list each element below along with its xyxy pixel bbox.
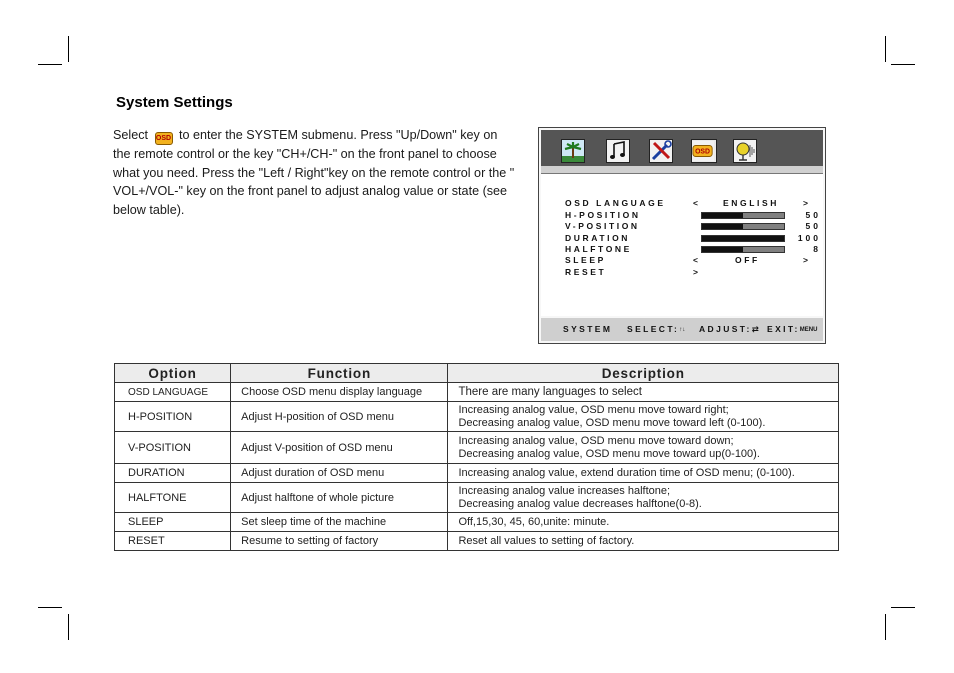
option-cell: H-POSITION: [115, 402, 231, 432]
intro-text-after: to enter the SYSTEM submenu. Press "Up/Down" key on the remote control or the key "CH+/CH-" on the front panel to choose what you need. Press the "Left / Right"key on the remote control or the " VOL+/VOL-" key on the front panel to adjust analog value or state (see below table).: [113, 128, 515, 217]
osd-row-halftone[interactable]: [565, 244, 821, 255]
intro-paragraph: [113, 126, 518, 219]
option-cell: OSD LANGUAGE: [115, 383, 231, 402]
osd-separator-bar: [541, 166, 823, 174]
table-row: [115, 464, 839, 483]
right-arrow-icon: >: [803, 255, 811, 265]
description-line: Decreasing analog value decreases halftone(0-8).: [458, 497, 702, 510]
crop-mark: [891, 607, 915, 608]
crop-mark: [38, 607, 62, 608]
description-cell: [448, 402, 839, 432]
crop-mark: [68, 36, 69, 62]
description-line: Reset all values to setting of factory.: [458, 534, 635, 547]
tools-icon: [649, 139, 673, 163]
footer-select-hint: [627, 324, 685, 334]
description-cell: [448, 532, 839, 551]
function-cell: Resume to setting of factory: [231, 532, 448, 551]
footer-adjust-hint: [699, 324, 759, 335]
osd-icon: OSD: [155, 132, 173, 145]
footer-exit-hint: [767, 324, 817, 334]
osd-row-label: RESET: [565, 267, 607, 277]
function-cell: Choose OSD menu display language: [231, 383, 448, 402]
osd-icon-bar: [541, 130, 823, 166]
description-cell: [448, 464, 839, 483]
option-cell: V-POSITION: [115, 432, 231, 464]
page-title: System Settings: [116, 94, 233, 111]
level-fill: [702, 236, 784, 241]
intro-text-before: Select: [113, 128, 149, 142]
osd-row-value: OFF: [735, 255, 760, 265]
table-row: [115, 483, 839, 513]
crop-mark: [68, 614, 69, 640]
level-fill: [702, 247, 743, 252]
osd-row-label: DURATION: [565, 233, 631, 243]
osd-row-label: SLEEP: [565, 255, 606, 265]
osd-row-sleep[interactable]: [565, 255, 821, 266]
description-line: Increasing analog value increases halftone;: [458, 484, 671, 497]
left-arrow-icon: <: [693, 198, 701, 208]
table-row: [115, 383, 839, 402]
option-cell: HALFTONE: [115, 483, 231, 513]
crop-mark: [38, 64, 62, 65]
description-line: Decreasing analog value, OSD menu move toward up(0-100).: [458, 447, 760, 460]
function-cell: Adjust V-position of OSD menu: [231, 432, 448, 464]
footer-adjust-label: ADJUST:: [699, 324, 752, 334]
level-bar[interactable]: [701, 212, 785, 219]
osd-screen: [538, 127, 826, 344]
description-cell: [448, 432, 839, 464]
description-cell: [448, 513, 839, 532]
osd-menu-list: [541, 174, 823, 316]
osd-row-v-position[interactable]: [565, 221, 821, 232]
up-down-arrows-icon: ↑↓: [679, 327, 686, 333]
function-cell: Adjust H-position of OSD menu: [231, 402, 448, 432]
function-cell: Set sleep time of the machine: [231, 513, 448, 532]
picture-icon: [561, 139, 585, 163]
option-cell: SLEEP: [115, 513, 231, 532]
osd-row-number: 50: [805, 210, 821, 220]
osd-row-duration[interactable]: [565, 233, 821, 244]
level-bar[interactable]: [701, 235, 785, 242]
osd-row-number: 100: [797, 233, 821, 243]
osd-row-value: ENGLISH: [723, 198, 779, 208]
osd-row-h-position[interactable]: [565, 210, 821, 221]
settings-table: [114, 363, 839, 551]
osd-icon-label: OSD: [695, 148, 710, 156]
osd-row-reset[interactable]: [565, 267, 821, 278]
option-cell: DURATION: [115, 464, 231, 483]
left-right-arrows-icon: ⇄: [751, 324, 759, 334]
table-row: [115, 402, 839, 432]
description-line: Increasing analog value, extend duration time of OSD menu; (0-100).: [458, 466, 795, 479]
right-arrow-icon: >: [693, 267, 701, 277]
crop-mark: [885, 614, 886, 640]
description-cell: [448, 383, 839, 402]
left-arrow-icon: <: [693, 255, 701, 265]
header-function: Function: [231, 364, 448, 383]
level-fill: [702, 213, 743, 218]
right-arrow-icon: >: [803, 198, 811, 208]
description-line: Increasing analog value, OSD menu move toward right;: [458, 403, 729, 416]
osd-icon: [691, 139, 717, 163]
description-cell: [448, 483, 839, 513]
osd-footer: [541, 318, 823, 341]
level-bar[interactable]: [701, 246, 785, 253]
header-option: Option: [115, 364, 231, 383]
osd-row-label: HALFTONE: [565, 244, 632, 254]
function-cell: Adjust halftone of whole picture: [231, 483, 448, 513]
header-description: Description: [448, 364, 839, 383]
table-row: [115, 432, 839, 464]
table-row: [115, 532, 839, 551]
system-icon: [733, 139, 757, 163]
osd-row-language[interactable]: [565, 198, 821, 209]
level-bar[interactable]: [701, 223, 785, 230]
function-cell: Adjust duration of OSD menu: [231, 464, 448, 483]
osd-row-label: V-POSITION: [565, 221, 640, 231]
sound-icon: [606, 139, 630, 163]
description-line: Increasing analog value, OSD menu move toward down;: [458, 434, 734, 447]
description-line: Decreasing analog value, OSD menu move toward left (0-100).: [458, 416, 766, 429]
osd-row-number: 50: [805, 221, 821, 231]
footer-menu-name: SYSTEM: [563, 324, 613, 334]
table-row: [115, 513, 839, 532]
osd-row-label: OSD LANGUAGE: [565, 198, 666, 208]
footer-exit-key: MENU: [799, 327, 818, 333]
option-cell: RESET: [115, 532, 231, 551]
description-line: Off,15,30, 45, 60,unite: minute.: [458, 515, 610, 528]
footer-select-label: SELECT:: [627, 324, 680, 334]
description-line: There are many languages to select: [458, 385, 642, 398]
footer-exit-label: EXIT:: [767, 324, 800, 334]
osd-row-number: 8: [813, 244, 821, 254]
level-fill: [702, 224, 743, 229]
table-header-row: [115, 364, 839, 383]
crop-mark: [885, 36, 886, 62]
crop-mark: [891, 64, 915, 65]
osd-row-label: H-POSITION: [565, 210, 641, 220]
